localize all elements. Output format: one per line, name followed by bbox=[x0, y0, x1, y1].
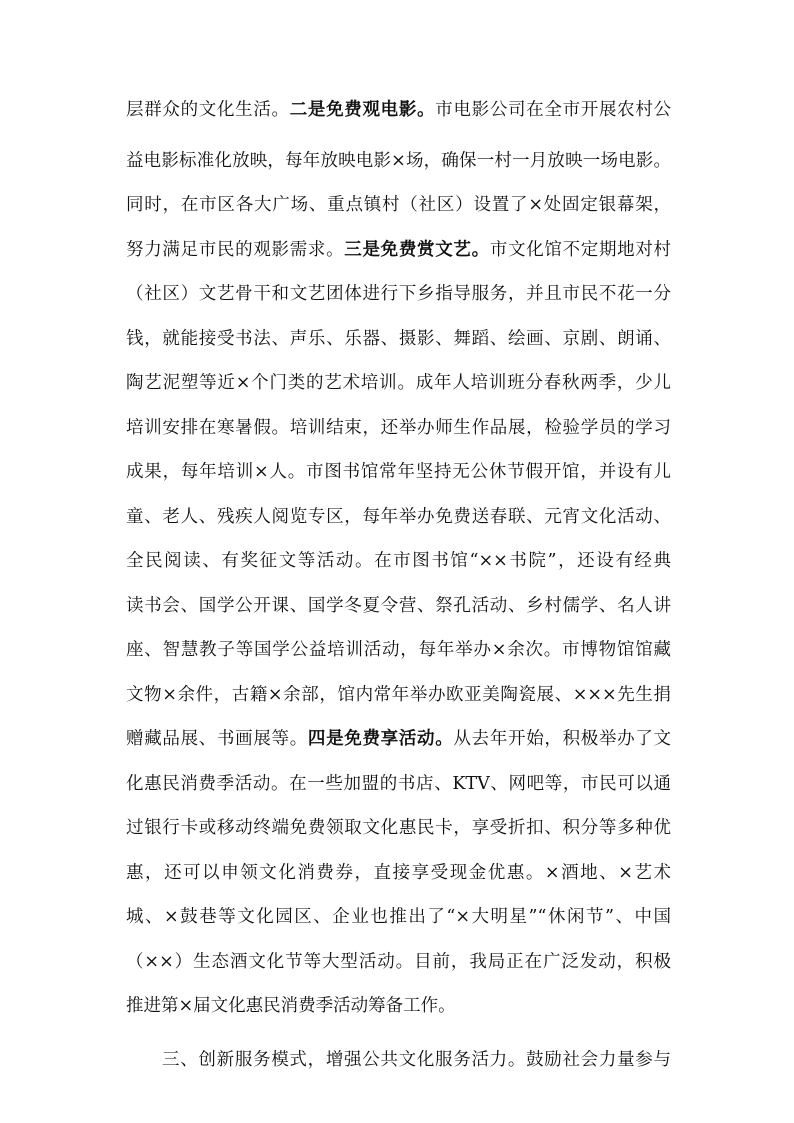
text-line: 成果，每年培训×人。市图书馆常年坚持无公休节假开馆，并设有儿 bbox=[126, 462, 671, 482]
text-line: 读书会、国学公开课、国学冬夏令营、祭孔活动、乡村儒学、名人讲 bbox=[126, 596, 671, 616]
text-line: 推进第×届文化惠民消费季活动筹备工作。 bbox=[126, 996, 456, 1016]
text-line: 城、×鼓巷等文化园区、企业也推出了“×大明星”“休闲节”、中国 bbox=[126, 907, 671, 927]
text-line: 座、智慧教子等国学公益培训活动，每年举办×余次。市博物馆馆藏 bbox=[126, 640, 671, 660]
text-line: 赠藏品展、书画展等。四是免费享活动。从去年开始，积极举办了文 bbox=[126, 729, 671, 749]
text-line: （社区）文艺骨干和文艺团体进行下乡指导服务，并且市民不花一分 bbox=[126, 284, 671, 304]
text-line: （××）生态酒文化节等大型活动。目前，我局正在广泛发动，积极 bbox=[126, 952, 671, 972]
text-line: 化惠民消费季活动。在一些加盟的书店、KTV、网吧等，市民可以通 bbox=[126, 774, 671, 794]
text-line: 钱，就能接受书法、声乐、乐器、摄影、舞蹈、绘画、京剧、朗诵、 bbox=[126, 329, 671, 349]
text-line: 层群众的文化生活。二是免费观电影。市电影公司在全市开展农村公 bbox=[126, 100, 671, 120]
text-line: 全民阅读、有奖征文等活动。在市图书馆“××书院”，还设有经典 bbox=[126, 551, 671, 571]
text-line: 过银行卡或移动终端免费领取文化惠民卡，享受折扣、积分等多种优 bbox=[126, 818, 671, 838]
section-heading-line: 三、创新服务模式，增强公共文化服务活力。鼓励社会力量参与 bbox=[162, 1050, 671, 1070]
text-line: 陶艺泥塑等近×个门类的艺术培训。成年人培训班分春秋两季，少儿 bbox=[126, 373, 671, 393]
text-line: 努力满足市民的观影需求。三是免费赏文艺。市文化馆不定期地对村 bbox=[126, 240, 671, 260]
text-line: 惠，还可以申领文化消费券，直接享受现金优惠。×酒地、×艺术 bbox=[126, 863, 671, 883]
text-line: 培训安排在寒暑假。培训结束，还举办师生作品展，检验学员的学习 bbox=[126, 418, 671, 438]
text-line: 益电影标准化放映，每年放映电影×场，确保一村一月放映一场电影。 bbox=[126, 151, 671, 171]
text-line: 文物×余件，古籍×余部，馆内常年举办欧亚美陶瓷展、×××先生捐 bbox=[126, 685, 671, 705]
text-line: 同时，在市区各大广场、重点镇村（社区）设置了×处固定银幕架， bbox=[126, 195, 671, 215]
text-line: 童、老人、残疾人阅览专区，每年举办免费送春联、元宵文化活动、 bbox=[126, 507, 671, 527]
